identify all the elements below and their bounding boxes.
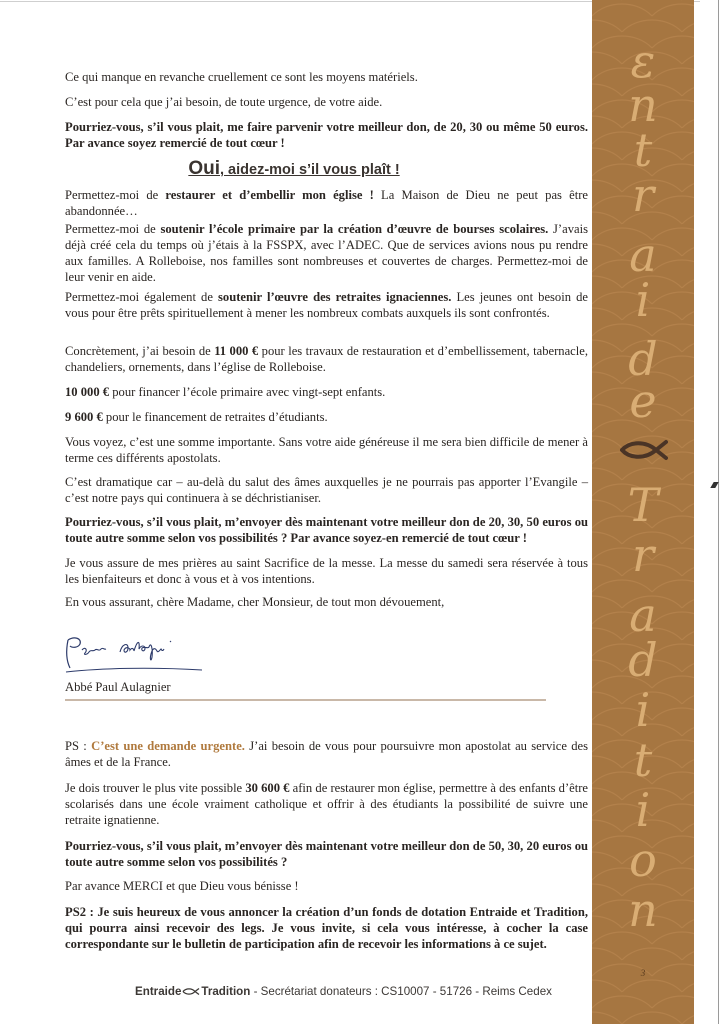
footer-brand-entraide: Entraide xyxy=(135,985,182,998)
text: Permettez-moi également de xyxy=(65,290,219,304)
sidebar-letter: t xyxy=(633,123,653,177)
sidebar-letter: e xyxy=(629,374,657,428)
sidebar-banner xyxy=(592,0,694,1024)
paragraph-church xyxy=(65,187,588,219)
ps-thanks: Par avance MERCI et que Dieu vous bénisse ! xyxy=(65,879,299,893)
amount: 10 000 € xyxy=(65,385,110,399)
ps-appeal: Pourriez-vous, s’il vous plait, m’envoyer dès maintenant votre meilleur don de 50, 30, 20 euros ou toute autre somme selon vos possibilités ? xyxy=(65,839,588,869)
paragraph-amount-church xyxy=(65,343,588,375)
fish-icon xyxy=(182,987,200,996)
paragraph-dramatic: C’est dramatique car – au-delà du salut des âmes auxquelles je ne pourrais pas apporter l’Evangile – c’est notre pays qui continuera à se déchristianiser. xyxy=(65,475,588,505)
text: J’ai besoin de vous pour poursuivre mon apostolat au service des âmes et de la France. xyxy=(65,739,588,769)
sidebar-letter: r xyxy=(632,168,654,222)
sidebar-letter: o xyxy=(629,833,657,887)
appeal-1: Pourriez-vous, s’il vous plait, me faire parvenir votre meilleur don, de 20, 30 ou même 50 euros. Par avance soyez remercié de tout cœur ! xyxy=(65,120,588,150)
footer-address: - Secrétariat donateurs : CS10007 - 51726 - Reims Cedex xyxy=(250,985,552,998)
amount: 30 600 € xyxy=(245,781,290,795)
divider xyxy=(65,699,546,701)
emphasis: soutenir l’école primaire par la création d’œuvre de bourses scolaires. xyxy=(160,222,549,236)
sidebar-letter: d xyxy=(628,332,658,386)
footer xyxy=(135,985,552,998)
sidebar-letter: n xyxy=(628,883,658,937)
sidebar-letter: d xyxy=(628,633,658,687)
ps-amount xyxy=(65,780,588,828)
sidebar-letter: i xyxy=(635,273,651,327)
paragraph-retreats xyxy=(65,289,588,321)
signature xyxy=(62,632,212,678)
closing-line: En vous assurant, chère Madame, cher Monsieur, de tout mon dévouement, xyxy=(65,595,445,609)
paragraph-amount-school xyxy=(65,384,588,400)
page-number: 3 xyxy=(640,968,646,978)
text: Les jeunes ont besoin de vous pour être prêts spirituellement à mener les nombreux combats auxquels ils sont confrontés. xyxy=(65,290,588,320)
sidebar-letter: ε xyxy=(630,34,656,88)
text: pour le financement de retraites d’étudiants. xyxy=(102,410,328,424)
ps-urgent xyxy=(65,738,588,770)
sidebar-letter: t xyxy=(633,733,653,787)
paragraph-school xyxy=(65,221,588,285)
sidebar-letter: a xyxy=(629,228,657,282)
text: afin de restaurer mon église, permettre à des enfants d’être scolarisés dans une école vraiment catholique et offrir à des étudiants la possibilité de suivre une retraite ignatienne. xyxy=(65,781,589,827)
paragraph-1: Ce qui manque en revanche cruellement ce sont les moyens matériels. xyxy=(65,70,418,84)
footer-brand-tradition: Tradition xyxy=(201,985,251,998)
ichthys-fish-icon xyxy=(620,438,668,462)
text: Permettez-moi de xyxy=(65,188,166,202)
sidebar-letter: i xyxy=(635,783,651,837)
signatory-name: Abbé Paul Aulagnier xyxy=(65,680,171,694)
sidebar-letter: a xyxy=(629,588,657,642)
sidebar-letter: n xyxy=(628,78,658,132)
amount: 11 000 € xyxy=(214,344,259,358)
sidebar-letter: r xyxy=(632,528,654,582)
paragraph-prayers: Je vous assure de mes prières au saint Sacrifice de la messe. La messe du samedi sera réservée à tous les bienfaiteurs et donc à vous et à vos intentions. xyxy=(65,556,588,586)
paragraph-amount-retreats xyxy=(65,409,588,425)
ps-label: PS : xyxy=(65,739,92,753)
text: J’avais déjà créé cela du temps où j’étais à la FSSPX, avec l’ADEC. Que de services avions nous pu rendre aux familles. A Rolleboise, nos familles sont nombreuses et couvertes de charges. Permettez-moi de leur venir en aide. xyxy=(65,222,588,284)
amount: 9 600 € xyxy=(65,410,103,424)
text: pour financer l’école primaire avec vingt-sept enfants. xyxy=(109,385,386,399)
text: Je dois trouver le plus vite possible xyxy=(65,781,246,795)
paragraph-important: Vous voyez, c’est une somme importante. Sans votre aide généreuse il me sera bien difficile de mener à terme ces différents apostolats. xyxy=(65,435,588,465)
urgent-emphasis: C’est une demande urgente. xyxy=(91,739,245,753)
heading-oui: Oui xyxy=(188,158,220,179)
emphasis: soutenir l’œuvre des retraites ignaciennes. xyxy=(218,290,452,304)
text: Permettez-moi de xyxy=(65,222,161,236)
text: pour les travaux de restauration et d’embellissement, tabernacle, chandeliers, ornements, dans l’église de Rolleboise. xyxy=(65,344,589,374)
appeal-2: Pourriez-vous, s’il vous plait, m’envoyer dès maintenant votre meilleur don de 20, 30, 50 euros ou toute autre somme selon vos possibilités ? Par avance soyez-en remercié de tout cœur ! xyxy=(65,515,588,545)
text: Concrètement, j’ai besoin de xyxy=(65,344,215,358)
sidebar-letter: i xyxy=(635,683,651,737)
ps2-endowment: PS2 : Je suis heureux de vous annoncer la création d’un fonds de dotation Entraide et Tradition, qui pourra ainsi recevoir des legs. Je vous invite, si cela vous intéresse, à cocher la case correspondante sur le bulletin de participation afin de recevoir les informations à ce sujet. xyxy=(65,905,588,951)
emphasis: restaurer et d’embellir mon église ! xyxy=(165,188,374,202)
text: La Maison de Dieu ne peut pas être abandonnée… xyxy=(65,188,588,218)
sidebar-letter: T xyxy=(627,478,659,532)
paragraph-2: C’est pour cela que j’ai besoin, de toute urgence, de votre aide. xyxy=(65,95,383,109)
heading-appeal xyxy=(0,158,588,180)
heading-rest: , aidez-moi s’il vous plaît ! xyxy=(220,162,400,178)
scan-edge-right xyxy=(718,0,719,1024)
